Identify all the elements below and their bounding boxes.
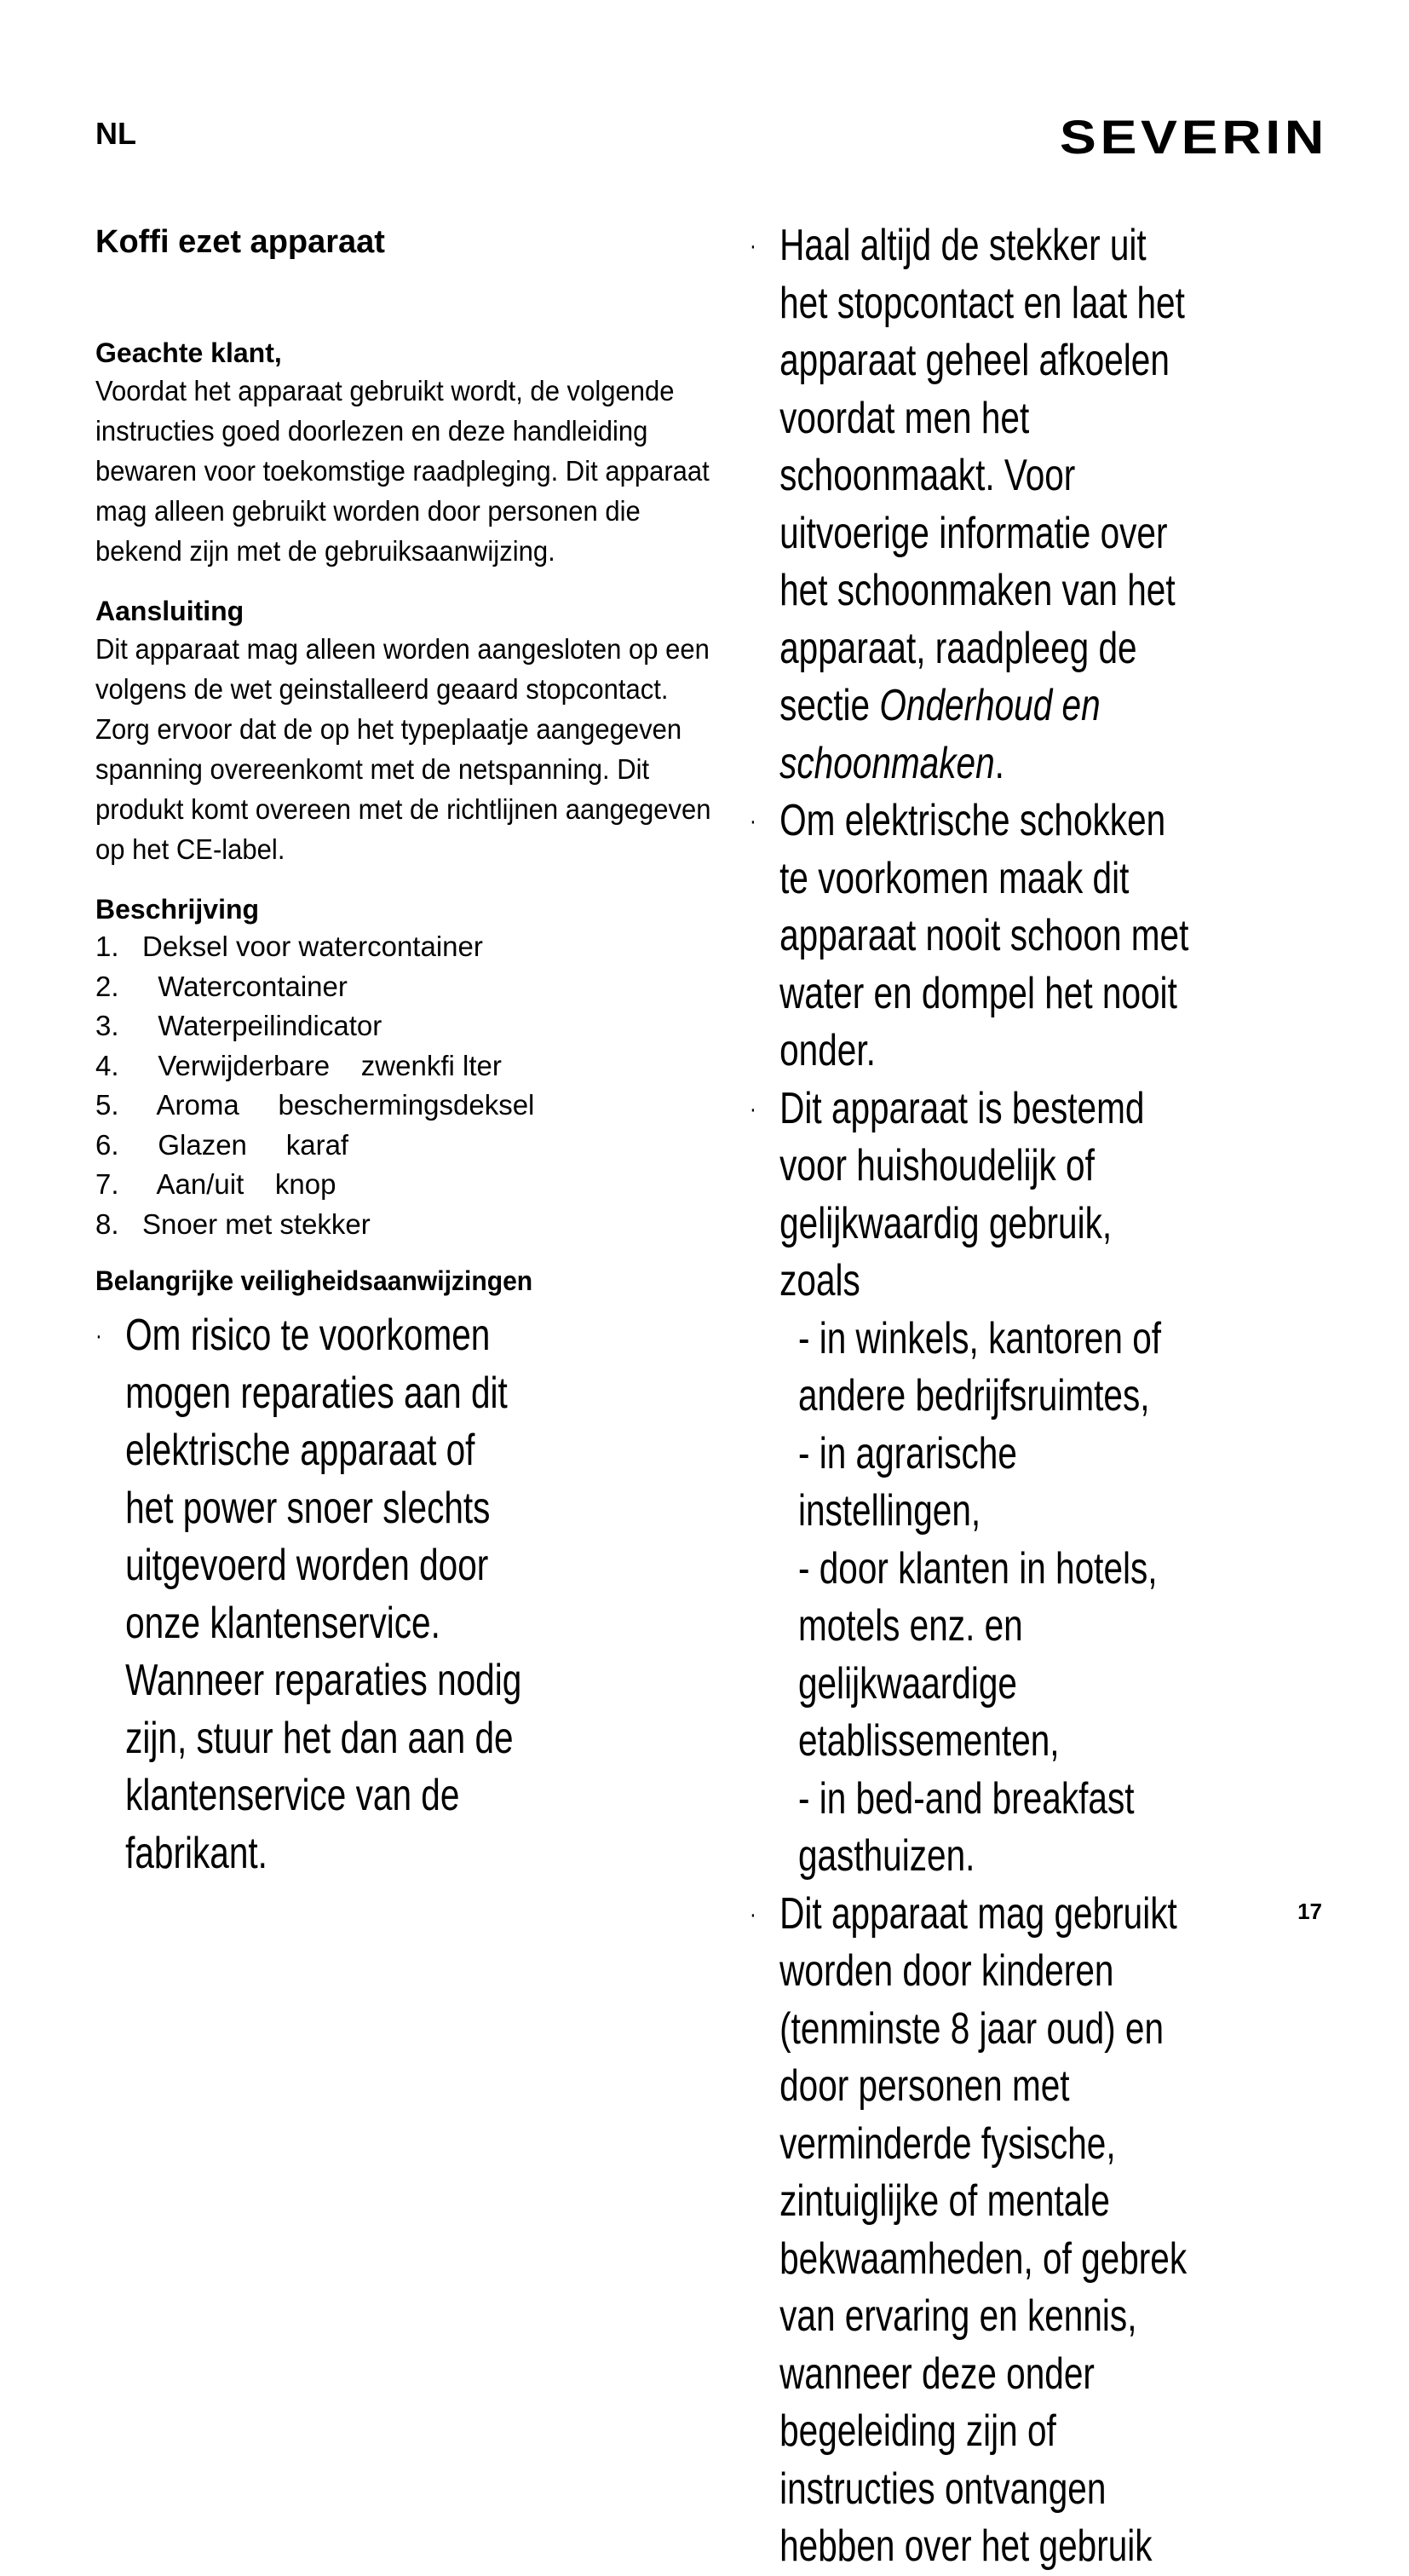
list-item — [95, 1006, 709, 1046]
greeting-heading: Geachte klant, — [95, 337, 282, 368]
list-item-text: Deksel voor watercontainer — [142, 931, 483, 962]
page-number: 17 — [1297, 1899, 1322, 1924]
safety-section — [95, 1263, 709, 1882]
bullet-marker: · — [750, 1899, 756, 1928]
list-item-text: Glazen karaf — [142, 1128, 349, 1161]
list-item-number: 5. — [95, 1089, 119, 1121]
description-list — [95, 927, 709, 1244]
safety-item-text: Haal altijd de stekker uit het stopcontact en laat het apparaat geheel afkoelen voordat men het schoonmaakt. Voor uitvoerige informatie over het schoonmaken van het apparaat, raadpleeg de sectie — [779, 221, 1185, 730]
list-item — [95, 1165, 709, 1205]
description-heading: Beschrijving — [95, 894, 260, 925]
safety-item — [95, 1307, 524, 1882]
safety-item-text: Dit apparaat mag gebruikt worden door kinderen (tenminste 8 jaar oud) en door personen met verminderde fysische, zintuiglijke of mentale bekwaamheden, of gebrek van ervaring en kennis, wanneer deze onder begeleiding zijn of instructies ontvangen hebben over het gebruik — [779, 1888, 1188, 2571]
bullet-marker: · — [750, 1094, 756, 1123]
connection-text-1: Dit apparaat mag alleen worden aangesloten op een volgens de wet geinstalleerd geaard stopcontact. — [95, 633, 710, 705]
connection-text-2: Zorg ervoor dat de op het typeplaatje aangegeven spanning overeenkomt met de netspanning. Dit produkt komt overeen met de richtlijnen aangegeven op het CE-label. — [95, 713, 711, 865]
brand-logo: SEVERIN — [1060, 110, 1328, 164]
safety-item — [750, 1886, 1192, 2576]
right-column — [750, 217, 1346, 2576]
usage-sublist — [779, 1311, 1192, 1886]
list-item-text: Waterpeilindicator — [142, 1010, 382, 1041]
greeting-text: Voordat het apparaat gebruikt wordt, de volgende instructies goed doorlezen en deze handleiding bewaren voor toekomstige raadpleging. Dit apparaat mag alleen gebruikt worden door personen die bekend zijn met de gebruiksaanwijzing. — [95, 375, 710, 567]
safety-heading: Belangrijke veiligheidsaanwijzingen — [95, 1265, 533, 1296]
sub-item: - in agrarische instellingen, — [797, 1428, 1017, 1536]
safety-list-continued — [750, 217, 1346, 2576]
list-item — [95, 927, 709, 967]
safety-item-text: Om risico te voorkomen mogen reparaties aan dit elektrische apparaat of het power snoer slechts uitgevoerd worden door onze klantenservice. Wanneer reparaties nodig zijn, stuur het dan aan de klantenservice van de fabrikant. — [125, 1311, 522, 1878]
safety-item-text: Om elektrische schokken te voorkomen maak dit apparaat nooit schoon met water en dompel het nooit onder. — [779, 796, 1189, 1075]
list-item-text: Verwijderbare zwenkfi lter — [142, 1049, 502, 1081]
bullet-marker: · — [750, 807, 756, 835]
list-item-number: 4. — [95, 1049, 119, 1081]
sub-item: - in winkels, kantoren of andere bedrijfsruimtes, — [797, 1313, 1162, 1421]
list-item — [95, 1205, 709, 1245]
list-item — [95, 967, 709, 1007]
sub-item: - door klanten in hotels, motels enz. en gelijkwaardige etablissementen, — [797, 1543, 1158, 1766]
safety-item — [750, 792, 1192, 1081]
safety-item — [750, 217, 1192, 792]
document-title: Koffi ezet apparaat — [95, 224, 385, 260]
list-item-number: 3. — [95, 1010, 119, 1041]
greeting-section — [95, 335, 709, 571]
list-item-number: 8. — [95, 1207, 119, 1240]
bullet-marker: · — [95, 1322, 102, 1350]
safety-item-text: Dit apparaat is bestemd voor huishoudelijk of gelijkwaardig gebruik, zoals — [779, 1083, 1145, 1305]
language-code: NL — [95, 116, 136, 151]
sentence-end: . — [994, 738, 1004, 788]
list-item — [95, 1046, 709, 1086]
description-section — [95, 891, 709, 1244]
list-item — [95, 1126, 709, 1166]
list-item-number: 2. — [95, 970, 119, 1002]
list-item-number: 6. — [95, 1128, 119, 1161]
safety-item — [750, 1081, 1192, 1886]
section-reference: Onderhoud en schoonmaken — [779, 681, 1101, 788]
left-column — [95, 217, 709, 1901]
sub-item: - in bed-and breakfast gasthuizen. — [797, 1773, 1135, 1881]
list-item-number: 1. — [95, 931, 119, 962]
list-item-text: Snoer met stekker — [142, 1207, 371, 1240]
connection-heading: Aansluiting — [95, 596, 244, 626]
list-item-number: 7. — [95, 1168, 119, 1200]
list-item-text: Aan/uit knop — [142, 1168, 336, 1200]
bullet-marker: · — [750, 232, 756, 260]
list-item-text: Watercontainer — [142, 970, 348, 1002]
list-item-text: Aroma beschermingsdeksel — [142, 1089, 535, 1121]
safety-list — [95, 1307, 709, 1882]
list-item — [95, 1086, 709, 1126]
connection-section — [95, 593, 709, 869]
